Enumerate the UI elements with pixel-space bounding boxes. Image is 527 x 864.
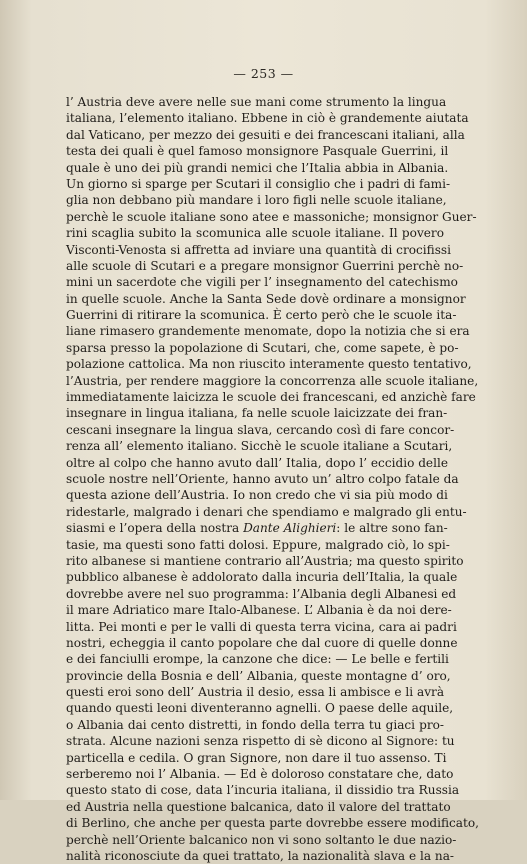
text-line: questo stato di cose, data l’incuria italiana, il dissidio tra Russia [66, 783, 460, 798]
text-line: serberemo noi l’ Albania. — Ed è doloroso constatare che, dato [66, 767, 454, 782]
text-line: quale è uno dei più grandi nemici che l’Italia abbia in Albania. [66, 160, 449, 175]
text-line: glia non debbano più mandare i loro figli nelle scuole italiane, [66, 193, 447, 208]
text-line: litta. Pei monti e per le valli di questa terra vicina, cara ai padri [66, 619, 457, 634]
text-line: italiana, l’elemento italiano. Ebbene in ciò è grandemente aiutata [66, 111, 469, 126]
text-line: questi eroi sono dell’ Austria il desio, essa li ambisce e li avrà [66, 685, 445, 700]
text-line: insegnare in lingua italiana, fa nelle scuole laicizzate dei fran- [66, 406, 448, 421]
page-number: — 253 — [233, 66, 294, 81]
text-line: e dei fanciulli erompe, la canzone che dice: — Le belle e fertili [66, 652, 449, 667]
text-line: tasie, ma questi sono fatti dolosi. Eppure, malgrado ciò, lo spi- [66, 537, 450, 552]
text-line-segment: siasmi e l’opera della nostra [66, 521, 244, 536]
text-line: nostri, echeggia il canto popolare che dal cuore di quelle donne [66, 635, 458, 650]
text-line: rito albanese si mantiene contrario all’Austria; ma questo spirito [66, 553, 464, 568]
text-line: ridestarle, malgrado i denari che spendiamo e malgrado gli entu- [66, 504, 467, 519]
text-line: testa dei quali è quel famoso monsignore Pasquale Guerrini, il [66, 144, 449, 159]
text-line: immediatamente laicizza le scuole dei francescani, ed anzichè fare [66, 390, 476, 405]
text-line: quando questi leoni diventeranno agnelli. O paese delle aquile, [66, 701, 454, 716]
text-line: pubblico albanese è addolorato dalla incuria dell’Italia, la quale [66, 570, 458, 585]
text-line: polazione cattolica. Ma non riuscito interamente questo tentativo, [66, 357, 472, 372]
text-line: perchè le scuole italiane sono atee e massoniche; monsignor Guer- [66, 209, 477, 224]
text-line: dovrebbe avere nel suo programma: l’Albania degli Albanesi ed [66, 586, 457, 601]
italic-title: Dante Alighieri [243, 521, 337, 536]
text-line: alle scuole di Scutari e a pregare monsignor Guerrini perchè no- [66, 258, 464, 273]
body-text [66, 94, 480, 864]
text-line: oltre al colpo che hanno avuto dall’ Italia, dopo l’ eccidio delle [66, 455, 448, 470]
text-line: nalità riconosciute da quei trattato, la nazionalità slava e la na- [66, 848, 454, 863]
text-line: particella e cedila. O gran Signore, non dare il tuo assenso. Ti [66, 750, 447, 765]
text-line: scuole nostre nell’Oriente, hanno avuto un’ altro colpo fatale da [66, 471, 459, 486]
text-line: o Albania dai cento distretti, in fondo della terra tu giaci pro- [66, 717, 444, 732]
text-line: l’ Austria deve avere nelle sue mani come strumento la lingua [66, 95, 447, 109]
text-line: l’Austria, per rendere maggiore la concorrenza alle scuole italiane, [66, 373, 479, 388]
text-line: renza all’ elemento italiano. Sicchè le scuole italiane a Scutari, [66, 439, 453, 454]
text-line: mini un sacerdote che vigili per l’ insegnamento del catechismo [66, 275, 458, 290]
text-line: rini scaglia subito la scomunica alle scuole italiane. Il povero [66, 226, 444, 241]
text-line: di Berlino, che anche per questa parte dovrebbe essere modificato, [66, 816, 480, 831]
text-line: Visconti-Venosta si affretta ad inviare una quantità di crocifissi [66, 242, 452, 257]
text-line: questa azione dell’Austria. Io non credo che vi sia più modo di [66, 488, 448, 503]
text-line-segment: : le altre sono fan- [336, 521, 448, 536]
text-line: perchè nell’Oriente balcanico non vi sono soltanto le due nazio- [66, 832, 457, 847]
text-line: cescani insegnare la lingua slava, cercando così di fare concor- [66, 422, 455, 437]
text-line: Guerrini di ritirare la scomunica. È certo però che le scuole ita- [66, 308, 457, 323]
text-line: strata. Alcune nazioni senza rispetto di sè dicono al Signore: tu [66, 734, 455, 749]
text-line: ed Austria nella questione balcanica, dato il valore del trattato [66, 799, 451, 814]
text-line: in quelle scuole. Anche la Santa Sede dovè ordinare a monsignor [66, 291, 466, 306]
text-line: liane rimasero grandemente menomate, dopo la notizia che si era [66, 324, 470, 339]
text-line: Un giorno si sparge per Scutari il consiglio che i padri di fami- [66, 176, 451, 191]
text-line [66, 520, 448, 536]
text-line: provincie della Bosnia e dell’ Albania, queste montagne d’ oro, [66, 668, 451, 683]
text-line: sparsa presso la popolazione di Scutari, che, come sapete, è po- [66, 340, 459, 355]
text-line: il mare Adriatico mare Italo-Albanese. L’ Albania è da noi dere- [66, 603, 452, 618]
text-line: dal Vaticano, per mezzo dei gesuiti e dei francescani italiani, alla [66, 127, 465, 142]
